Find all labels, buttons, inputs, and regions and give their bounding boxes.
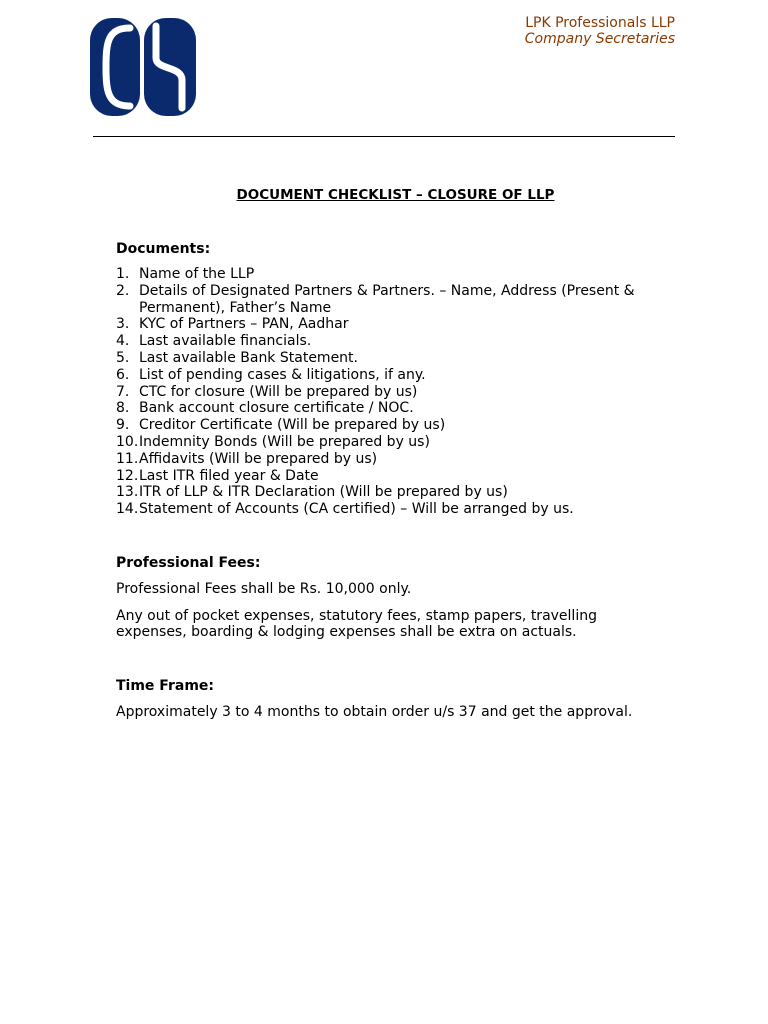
document-item-number: 9. xyxy=(116,417,130,434)
fees-amount: Professional Fees shall be Rs. 10,000 only. xyxy=(116,581,412,597)
document-item-text: Affidavits (Will be prepared by us) xyxy=(139,450,378,467)
document-item xyxy=(116,367,656,384)
document-item-number: 2. xyxy=(116,282,130,299)
firm-info xyxy=(525,15,675,47)
document-item xyxy=(116,350,656,367)
document-item-text: Creditor Certificate (Will be prepared by us) xyxy=(139,417,446,434)
document-item-text: Statement of Accounts (CA certified) – Will be arranged by us. xyxy=(139,501,574,518)
document-item xyxy=(116,400,656,417)
document-item xyxy=(116,451,656,468)
timeframe-text: Approximately 3 to 4 months to obtain order u/s 37 and get the approval. xyxy=(116,704,633,720)
document-item-number: 4. xyxy=(116,333,130,350)
document-item-number: 5. xyxy=(116,349,130,366)
firm-tagline: Company Secretaries xyxy=(524,31,675,47)
document-item xyxy=(116,434,656,451)
document-item xyxy=(116,283,656,317)
documents-heading: Documents: xyxy=(116,241,211,257)
firm-name: LPK Professionals LLP xyxy=(525,15,675,31)
fees-section xyxy=(116,555,656,641)
timeframe-heading: Time Frame: xyxy=(116,678,215,694)
document-item-text: Last ITR filed year & Date xyxy=(139,467,319,484)
documents-list xyxy=(116,266,656,518)
document-item xyxy=(116,384,656,401)
document-item-number: 1. xyxy=(116,266,130,282)
cs-logo xyxy=(90,18,196,116)
document-item xyxy=(116,316,656,333)
fees-extra-expenses: Any out of pocket expenses, statutory fees, stamp papers, travelling expenses, boarding & lodging expenses shall be extra on actuals. xyxy=(116,607,597,640)
document-item-number: 11. xyxy=(116,450,139,467)
document-item-number: 6. xyxy=(116,366,130,383)
document-item xyxy=(116,484,656,501)
document-item-number: 3. xyxy=(116,316,130,333)
document-item-number: 14. xyxy=(116,501,139,518)
document-item xyxy=(116,501,656,518)
fees-heading: Professional Fees: xyxy=(116,555,261,571)
document-item-number: 13. xyxy=(116,484,139,501)
document-item xyxy=(116,266,656,283)
document-item-number: 12. xyxy=(116,467,139,484)
document-item-number: 7. xyxy=(116,383,130,400)
document-item xyxy=(116,468,656,485)
timeframe-section xyxy=(116,678,656,721)
document-title: DOCUMENT CHECKLIST – CLOSURE OF LLP xyxy=(236,187,555,203)
document-item-text: KYC of Partners – PAN, Aadhar xyxy=(139,316,349,333)
document-item-text: ITR of LLP & ITR Declaration (Will be prepared by us) xyxy=(139,484,508,501)
document-item xyxy=(116,333,656,350)
document-item-text: Name of the LLP xyxy=(139,266,255,282)
document-item-number: 8. xyxy=(116,400,130,417)
document-item-text: Bank account closure certificate / NOC. xyxy=(139,400,414,417)
document-item xyxy=(116,417,656,434)
header-divider xyxy=(93,136,675,137)
document-item-text: Indemnity Bonds (Will be prepared by us) xyxy=(139,433,430,450)
document-item-text: CTC for closure (Will be prepared by us) xyxy=(139,383,418,400)
documents-section xyxy=(116,241,656,518)
document-item-number: 10. xyxy=(116,433,139,450)
document-item-text: Last available Bank Statement. xyxy=(139,349,358,366)
document-item-text: List of pending cases & litigations, if any. xyxy=(139,366,426,383)
document-item-text: Last available financials. xyxy=(139,333,312,350)
document-item-text: Details of Designated Partners & Partners. – Name, Address (Present & Permanent), Father’s Name xyxy=(139,282,635,316)
